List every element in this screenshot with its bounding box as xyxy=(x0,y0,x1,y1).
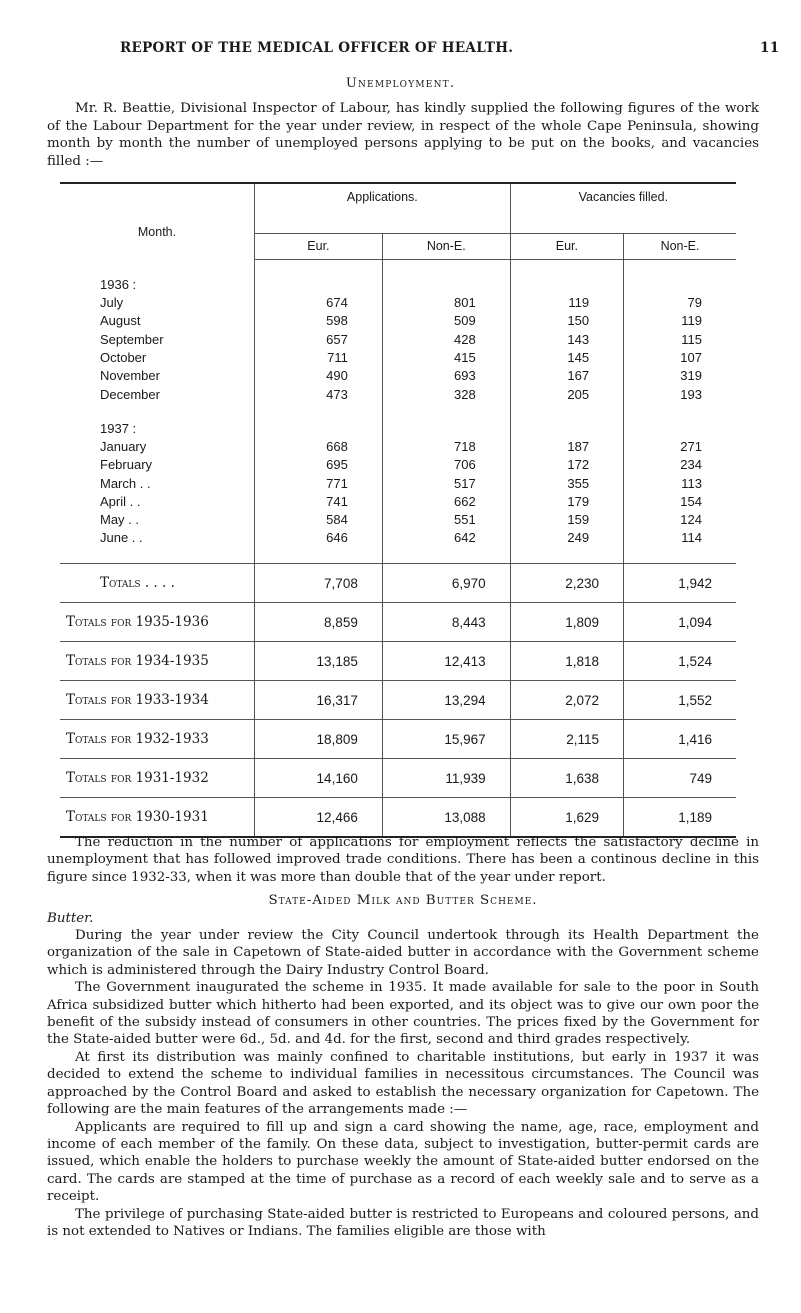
vacancies-non-eur-cell: 271 xyxy=(624,437,736,455)
vacancies-non-eur-cell: 319 xyxy=(624,367,736,385)
paragraph-5: The privilege of purchasing State-aided butter is restricted to Europeans and coloured persons, and is not extended to Natives or Indians. The families eligible are those with xyxy=(47,1206,759,1239)
subsection-title: State-Aided Milk and Butter Scheme. xyxy=(268,893,538,909)
month-cell: November xyxy=(100,368,160,384)
totals-row xyxy=(60,798,736,838)
running-head-title: REPORT OF THE MEDICAL OFFICER OF HEALTH. xyxy=(120,40,514,56)
totals-applications-non-eur: 15,967 xyxy=(382,720,510,759)
totals-applications-non-eur: 11,939 xyxy=(382,759,510,798)
applications-eur-cell: 598 xyxy=(255,312,383,330)
intro-paragraph: Mr. R. Beattie, Divisional Inspector of Labour, has kindly supplied the following figures of the work of the Labour Department for the year under review, in respect of the whole Cape Peninsula, showing month by month the number of unemployed persons applying to be put on the books, and vacancies filled :— xyxy=(47,101,759,169)
vacancies-eur-cell: 143 xyxy=(510,330,623,348)
vacancies-eur-cell: 179 xyxy=(510,492,623,510)
vacancies-eur-cell: 159 xyxy=(510,510,623,528)
paragraph-4: Applicants are required to fill up and sign a card showing the name, age, race, employment and income of each member of the family. On these data, subject to investigation, butter-permit cards are issued, which enable the holders to purchase weekly the amount of State-aided butter endorsed on the card. The cards are stamped at the time of purchase as a record of each weekly sale and to serve as a receipt. xyxy=(47,1119,759,1205)
vacancies-non-eur-cell: 124 xyxy=(624,510,736,528)
subsection-head-butter: Butter. xyxy=(47,910,94,926)
vacancies-eur-cell: 167 xyxy=(510,367,623,385)
totals-row xyxy=(60,603,736,642)
month-cell: September xyxy=(100,331,164,347)
totals-vacancies-eur: 1,818 xyxy=(510,642,623,681)
vacancies-non-eur-cell: 119 xyxy=(624,312,736,330)
totals-applications-eur: 7,708 xyxy=(255,564,383,603)
applications-eur-cell: 473 xyxy=(255,385,383,403)
totals-vacancies-eur: 1,809 xyxy=(510,603,623,642)
totals-vacancies-eur: 2,230 xyxy=(510,564,623,603)
table-row xyxy=(60,385,736,403)
totals-applications-non-eur: 12,413 xyxy=(382,642,510,681)
paragraph-1: During the year under review the City Council undertook through its Health Department the organization of the sale in Capetown of State-aided butter in accordance with the Government scheme which is administered through the Dairy Industry Control Board. xyxy=(47,928,759,978)
vacancies-eur-cell: 187 xyxy=(510,437,623,455)
month-cell: February xyxy=(100,457,153,473)
totals-vacancies-non-eur: 749 xyxy=(624,759,736,798)
totals-label: Totals for 1932-1933 xyxy=(60,720,255,759)
totals-applications-eur: 18,809 xyxy=(255,720,383,759)
month-cell: March . . xyxy=(100,475,151,491)
table-row xyxy=(60,437,736,455)
totals-label: Totals for 1934-1935 xyxy=(60,642,255,681)
totals-applications-non-eur: 13,088 xyxy=(382,798,510,838)
totals-row xyxy=(60,564,736,603)
month-cell: January xyxy=(100,438,147,454)
applications-non-eur-cell: 706 xyxy=(382,456,510,474)
table-row xyxy=(60,367,736,385)
totals-vacancies-eur: 1,629 xyxy=(510,798,623,838)
year-label-1937: 1937 : xyxy=(100,420,137,436)
vacancies-eur-cell: 355 xyxy=(510,474,623,492)
vacancies-non-eur-cell: 234 xyxy=(624,456,736,474)
table-row xyxy=(60,294,736,312)
vacancies-non-eur-cell: 107 xyxy=(624,348,736,366)
totals-applications-eur: 13,185 xyxy=(255,642,383,681)
vacancies-eur-cell: 119 xyxy=(510,294,623,312)
applications-non-eur-cell: 428 xyxy=(382,330,510,348)
sub-header-vac-non: Non-E. xyxy=(624,233,736,259)
applications-non-eur-cell: 415 xyxy=(382,348,510,366)
month-cell: May . . xyxy=(100,512,140,528)
vacancies-non-eur-cell: 115 xyxy=(624,330,736,348)
vacancies-eur-cell: 150 xyxy=(510,312,623,330)
totals-vacancies-non-eur: 1,094 xyxy=(624,603,736,642)
vacancies-eur-cell: 145 xyxy=(510,348,623,366)
applications-non-eur-cell: 718 xyxy=(382,437,510,455)
applications-eur-cell: 674 xyxy=(255,294,383,312)
month-cell: August xyxy=(100,313,141,329)
applications-eur-cell: 490 xyxy=(255,367,383,385)
table-row xyxy=(60,312,736,330)
table-row xyxy=(60,474,736,492)
totals-vacancies-non-eur: 1,524 xyxy=(624,642,736,681)
month-cell: July xyxy=(100,295,124,311)
applications-non-eur-cell: 328 xyxy=(382,385,510,403)
totals-label: Totals for 1930-1931 xyxy=(60,798,255,838)
totals-label: Totals . . . . xyxy=(60,564,255,603)
month-cell: December xyxy=(100,386,160,402)
table-row xyxy=(60,492,736,510)
applications-eur-cell: 771 xyxy=(255,474,383,492)
rows-1937 xyxy=(60,437,736,547)
applications-non-eur-cell: 551 xyxy=(382,510,510,528)
totals-applications-eur: 16,317 xyxy=(255,681,383,720)
table-row xyxy=(60,529,736,547)
totals-label: Totals for 1931-1932 xyxy=(60,759,255,798)
vacancies-header: Vacancies filled. xyxy=(510,183,736,233)
sub-header-app-non: Non-E. xyxy=(382,233,510,259)
totals-vacancies-non-eur: 1,416 xyxy=(624,720,736,759)
month-cell: October xyxy=(100,350,147,366)
totals-vacancies-eur: 2,072 xyxy=(510,681,623,720)
vacancies-non-eur-cell: 154 xyxy=(624,492,736,510)
applications-non-eur-cell: 693 xyxy=(382,367,510,385)
table-row xyxy=(60,510,736,528)
applications-eur-cell: 711 xyxy=(255,348,383,366)
totals-row xyxy=(60,720,736,759)
vacancies-eur-cell: 249 xyxy=(510,529,623,547)
body-text xyxy=(47,834,759,1240)
totals-applications-non-eur: 6,970 xyxy=(382,564,510,603)
unemployment-table xyxy=(60,182,736,838)
month-cell: April . . xyxy=(100,493,141,509)
totals-label: Totals for 1935-1936 xyxy=(60,603,255,642)
applications-eur-cell: 657 xyxy=(255,330,383,348)
totals-applications-eur: 14,160 xyxy=(255,759,383,798)
totals-row xyxy=(60,681,736,720)
applications-non-eur-cell: 517 xyxy=(382,474,510,492)
applications-eur-cell: 741 xyxy=(255,492,383,510)
applications-eur-cell: 646 xyxy=(255,529,383,547)
section-title-unemployment: Unemployment. xyxy=(345,76,456,91)
totals-applications-eur: 8,859 xyxy=(255,603,383,642)
vacancies-non-eur-cell: 114 xyxy=(624,529,736,547)
paragraph-reduction: The reduction in the number of applications for employment reflects the satisfactory decline in unemployment that has followed improved trade conditions. There has been a continous decline in this figure since 1932-33, when it was more than double that of the year under report. xyxy=(47,835,759,885)
applications-non-eur-cell: 801 xyxy=(382,294,510,312)
vacancies-non-eur-cell: 113 xyxy=(624,474,736,492)
totals-vacancies-eur: 2,115 xyxy=(510,720,623,759)
totals-label: Totals for 1933-1934 xyxy=(60,681,255,720)
table-row xyxy=(60,456,736,474)
applications-eur-cell: 695 xyxy=(255,456,383,474)
applications-header: Applications. xyxy=(255,183,511,233)
vacancies-eur-cell: 172 xyxy=(510,456,623,474)
month-cell: June . . xyxy=(100,530,143,546)
applications-eur-cell: 584 xyxy=(255,510,383,528)
sub-header-app-eur: Eur. xyxy=(255,233,383,259)
table-row xyxy=(60,330,736,348)
totals-applications-eur: 12,466 xyxy=(255,798,383,838)
vacancies-non-eur-cell: 193 xyxy=(624,385,736,403)
vacancies-non-eur-cell: 79 xyxy=(624,294,736,312)
applications-non-eur-cell: 642 xyxy=(382,529,510,547)
totals-applications-non-eur: 13,294 xyxy=(382,681,510,720)
sub-header-vac-eur: Eur. xyxy=(510,233,623,259)
applications-eur-cell: 668 xyxy=(255,437,383,455)
table-row xyxy=(60,348,736,366)
rows-1936 xyxy=(60,294,736,404)
totals-vacancies-eur: 1,638 xyxy=(510,759,623,798)
totals-vacancies-non-eur: 1,189 xyxy=(624,798,736,838)
totals-row xyxy=(60,759,736,798)
page-number: 11 xyxy=(760,40,780,56)
applications-non-eur-cell: 509 xyxy=(382,312,510,330)
paragraph-2: The Government inaugurated the scheme in 1935. It made available for sale to the poor in South Africa subsidized butter which hitherto had been exported, and its object was to give our own poor the benefit of the subsidy instead of consumers in other countries. The prices fixed by the Government for the State-aided butter were 6d., 5d. and 4d. for the first, second and third grades respectively. xyxy=(47,980,759,1048)
year-label-1936: 1936 : xyxy=(100,277,137,292)
totals-row xyxy=(60,642,736,681)
totals-vacancies-non-eur: 1,942 xyxy=(624,564,736,603)
totals-applications-non-eur: 8,443 xyxy=(382,603,510,642)
totals-vacancies-non-eur: 1,552 xyxy=(624,681,736,720)
month-header: Month. xyxy=(137,224,177,239)
rows-totals xyxy=(60,564,736,838)
vacancies-eur-cell: 205 xyxy=(510,385,623,403)
paragraph-3: At first its distribution was mainly confined to charitable institutions, but early in 1937 it was decided to extend the scheme to individual families in necessitous circumstances. The Council was approached by the Control Board and asked to establish the necessary organization for Capetown. The following are the main features of the arrangements made :— xyxy=(47,1049,759,1118)
applications-non-eur-cell: 662 xyxy=(382,492,510,510)
